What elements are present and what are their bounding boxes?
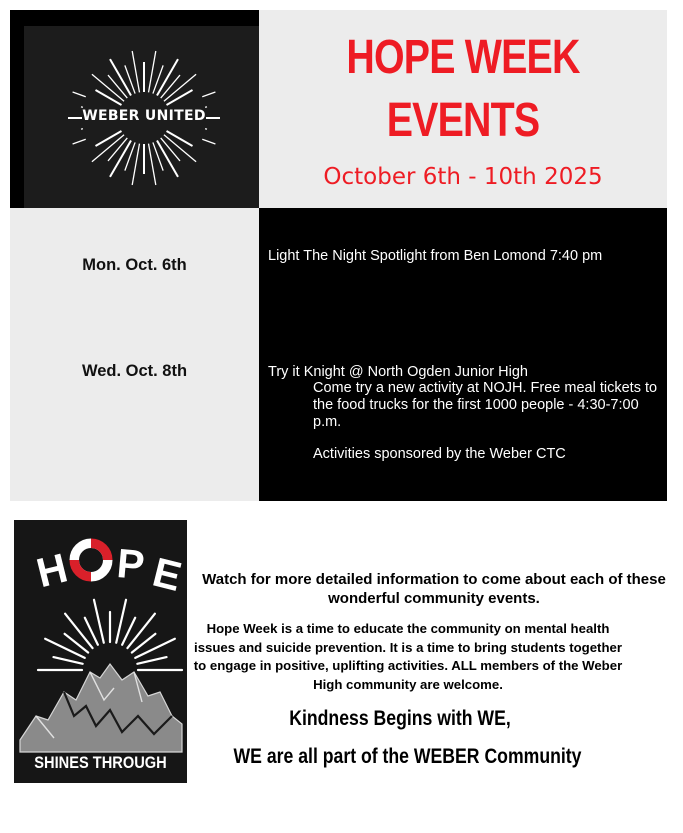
page-title-line-1: HOPE WEEK xyxy=(346,31,580,84)
title-panel xyxy=(259,10,667,208)
starburst-ray xyxy=(73,139,86,144)
starburst-ray xyxy=(167,90,193,105)
event-description-wed: Come try a new activity at NOJH. Free meal tickets to the food trucks for the first 1000 people - 4:30-7:00 p.m. xyxy=(313,380,658,430)
hope-letter-e: E xyxy=(148,548,186,600)
sunray xyxy=(53,657,82,664)
weber-united-logo xyxy=(10,10,259,208)
starburst-ray xyxy=(108,75,127,98)
hope-letter-h: H xyxy=(32,544,72,597)
starburst-ray xyxy=(96,131,122,146)
event-dates: October 6th - 10th 2025 xyxy=(323,164,603,190)
sunray xyxy=(137,657,166,664)
event-title-wed: Try it Knight @ North Ogden Junior High xyxy=(268,364,528,380)
mountain-icon xyxy=(20,664,182,752)
logo-text: WEBER UNITED xyxy=(82,108,206,124)
starburst-ray xyxy=(132,144,139,185)
life-ring-icon xyxy=(69,538,113,582)
hope-letter-p: P xyxy=(115,540,147,589)
day-label-wed: Wed. Oct. 8th xyxy=(81,362,188,380)
sunray xyxy=(65,614,92,648)
sunrays-icon xyxy=(38,600,182,670)
hope-week-description: Hope Week is a time to educate the community on mental health issues and suicide prevention. It is a time to bring students together to engage in positive, uplifting activities. ALL members of the Weber High community are welcome. xyxy=(193,621,623,692)
page-title-line-2: EVENTS xyxy=(386,94,540,147)
starburst-ray xyxy=(202,139,215,144)
starburst-ray xyxy=(108,138,127,161)
sunray xyxy=(116,600,126,643)
starburst-ray xyxy=(149,144,156,185)
day-label-mon: Mon. Oct. 6th xyxy=(82,256,187,274)
logo-background xyxy=(24,26,264,208)
starburst-ray xyxy=(149,51,156,92)
sunray xyxy=(135,639,175,658)
sunray xyxy=(94,600,104,643)
starburst-ray xyxy=(161,75,180,98)
event-sponsor-wed: Activities sponsored by the Weber CTC xyxy=(313,446,566,462)
shines-through-text: SHINES THROUGH xyxy=(34,753,167,772)
sunray xyxy=(127,614,154,648)
event-title-mon: Light The Night Spotlight from Ben Lomond 7:40 pm xyxy=(268,248,603,264)
starburst-ray xyxy=(161,138,180,161)
schedule-events-panel xyxy=(259,208,667,501)
hope-shines-through-graphic xyxy=(14,520,187,783)
slogan-kindness: Kindness Begins with WE, xyxy=(289,707,511,730)
schedule-days-panel xyxy=(10,208,259,501)
starburst-ray xyxy=(73,92,86,97)
slogan-community: WE are all part of the WEBER Community xyxy=(233,745,582,768)
starburst-ray xyxy=(132,51,139,92)
starburst-ray xyxy=(96,90,122,105)
starburst-ray xyxy=(202,92,215,97)
sunray xyxy=(45,639,85,658)
hope-artwork xyxy=(14,520,187,783)
watch-info-message: Watch for more detailed information to come about each of these wonderful community events. xyxy=(202,571,666,607)
starburst-ray xyxy=(167,131,193,146)
